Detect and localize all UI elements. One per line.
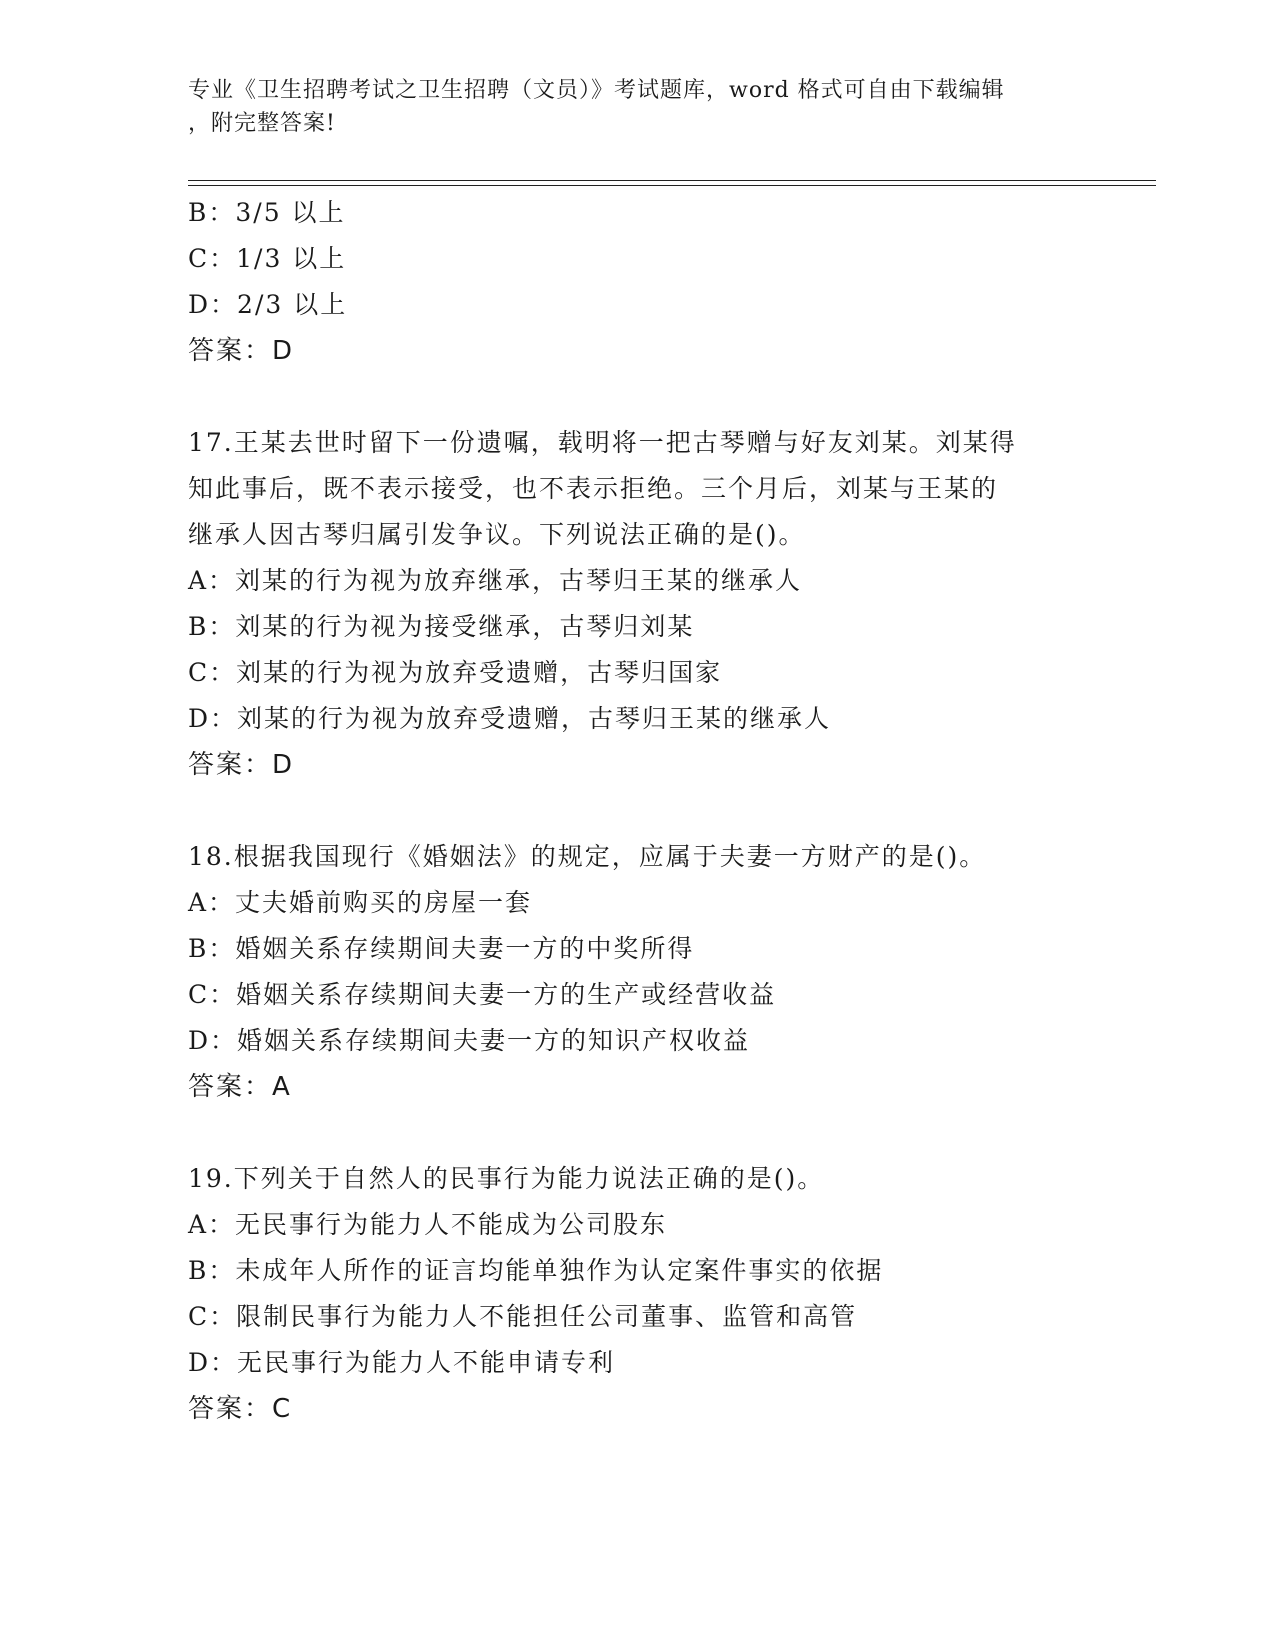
option-d: D：刘某的行为视为放弃受遗赠，古琴归王某的继承人 — [188, 704, 832, 733]
question-19 — [188, 1156, 1148, 1432]
question-17 — [188, 420, 1148, 788]
header-line-1: 专业《卫生招聘考试之卫生招聘（文员）》考试题库，word 格式可自由下载编辑 — [188, 78, 1005, 103]
spacer — [188, 788, 1148, 834]
question-stem-line: 18.根据我国现行《婚姻法》的规定，应属于夫妻一方财产的是()。 — [188, 842, 987, 871]
option-b: B：刘某的行为视为接受继承，古琴归刘某 — [188, 612, 695, 641]
spacer — [188, 374, 1148, 420]
option-d: D：婚姻关系存续期间夫妻一方的知识产权收益 — [188, 1026, 751, 1055]
question-18 — [188, 834, 1148, 1110]
option-c: C：婚姻关系存续期间夫妻一方的生产或经营收益 — [188, 980, 777, 1009]
question-list — [188, 190, 1148, 1432]
option-a: A：丈夫婚前购买的房屋一套 — [188, 888, 533, 917]
option-b: B：3/5 以上 — [188, 198, 346, 227]
header-line-2: ，附完整答案! — [188, 111, 336, 136]
option-d: D：无民事行为能力人不能申请专利 — [188, 1348, 616, 1377]
question-16-continuation — [188, 190, 1148, 374]
header-divider-top — [188, 180, 1156, 181]
spacer — [188, 1110, 1148, 1156]
question-stem-line: 19.下列关于自然人的民事行为能力说法正确的是()。 — [188, 1164, 825, 1193]
option-c: C：1/3 以上 — [188, 244, 347, 273]
question-stem-line: 知此事后，既不表示接受，也不表示拒绝。三个月后，刘某与王某的 — [188, 474, 999, 503]
option-b: B：未成年人所作的证言均能单独作为认定案件事实的依据 — [188, 1256, 884, 1285]
question-stem-line: 17.王某去世时留下一份遗嘱，载明将一把古琴赠与好友刘某。刘某得 — [188, 428, 1017, 457]
header-divider-bottom — [188, 185, 1156, 186]
option-b: B：婚姻关系存续期间夫妻一方的中奖所得 — [188, 934, 695, 963]
answer-line: 答案：A — [188, 1072, 292, 1102]
option-d: D：2/3 以上 — [188, 290, 348, 319]
document-header — [188, 74, 1088, 140]
option-a: A：无民事行为能力人不能成为公司股东 — [188, 1210, 668, 1239]
answer-line: 答案：D — [188, 750, 295, 780]
option-c: C：刘某的行为视为放弃受遗赠，古琴归国家 — [188, 658, 723, 687]
question-stem-line: 继承人因古琴归属引发争议。下列说法正确的是()。 — [188, 520, 806, 549]
answer-line: 答案：D — [188, 336, 295, 366]
answer-line: 答案：C — [188, 1394, 293, 1424]
option-a: A：刘某的行为视为放弃继承，古琴归王某的继承人 — [188, 566, 803, 595]
option-c: C：限制民事行为能力人不能担任公司董事、监管和高管 — [188, 1302, 858, 1331]
